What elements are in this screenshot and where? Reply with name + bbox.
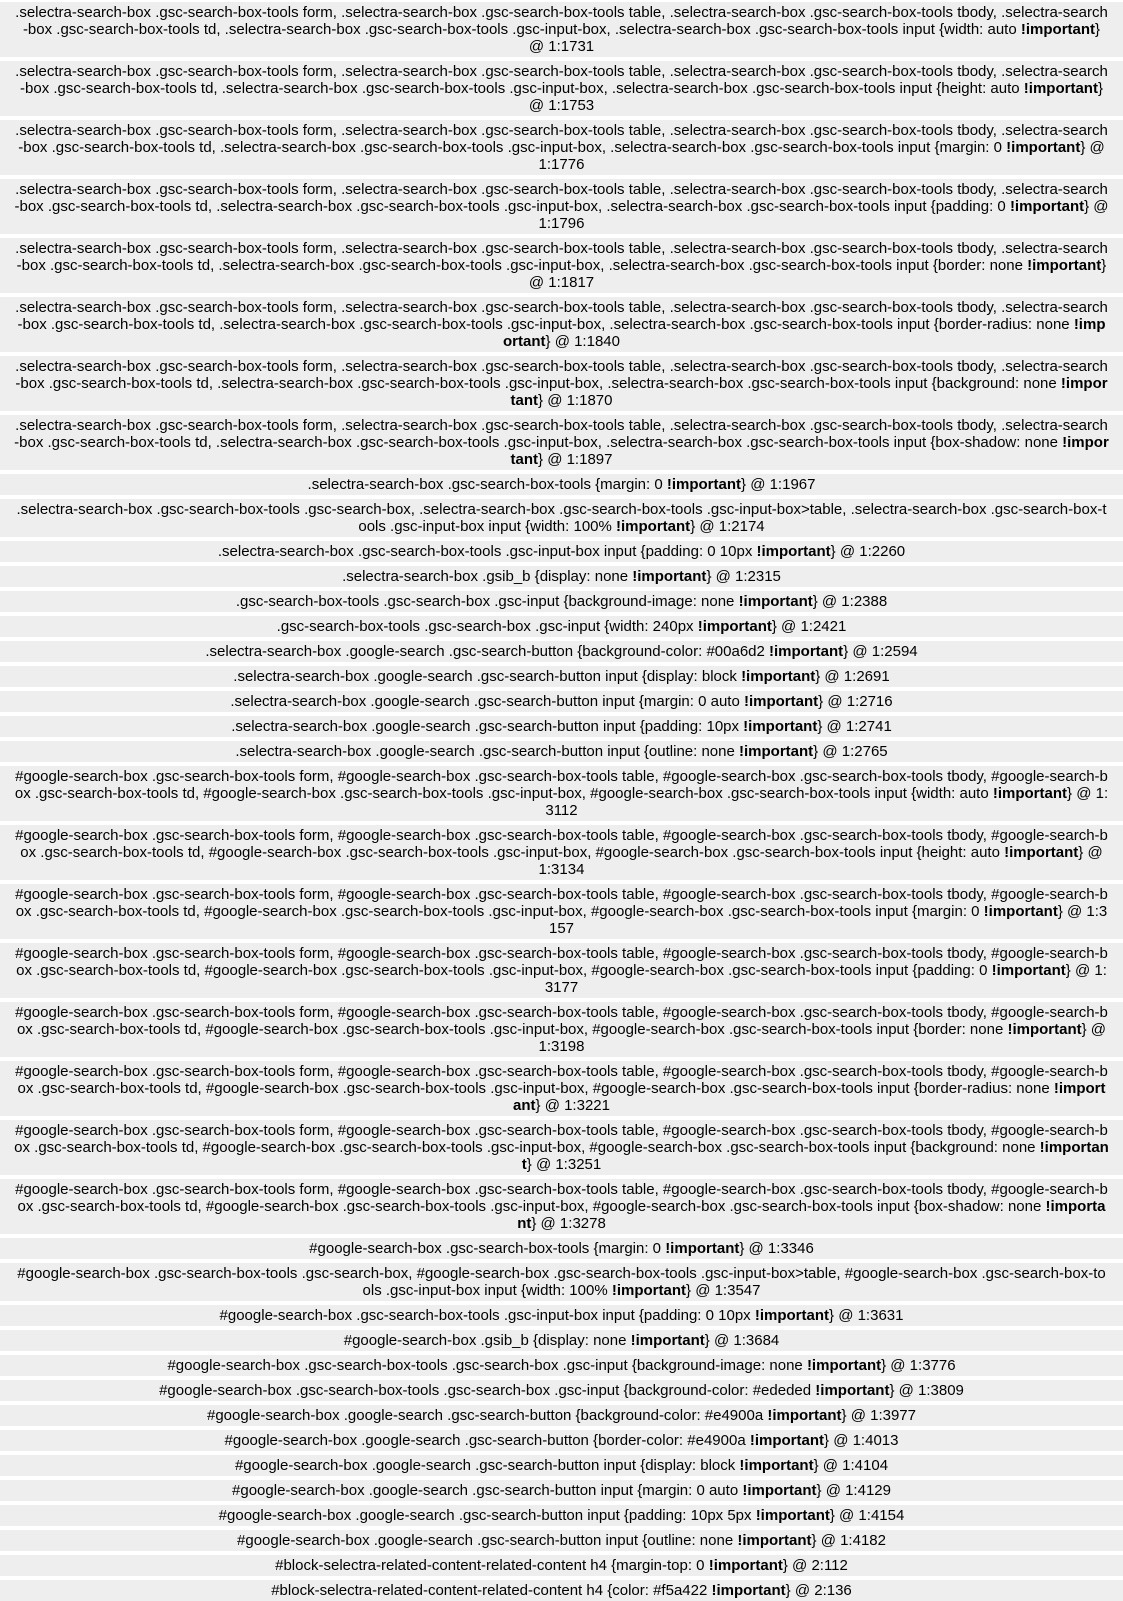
css-rule-row [0,1455,1123,1476]
rule-declaration: .selectra-search-box .gsc-search-box-tools form, .selectra-search-box .gsc-search-box-tools table, .selectra-search-box .gsc-search-box-tools tbody, .selectra-search-box .gsc-search-box-tools td, .selectra-search-box .gsc-search-box-tools .gsc-input-box, .selectra-search-box .gsc-search-box-tools input {box-shadow: none [14,417,1108,451]
rule-declaration: #google-search-box .gsib_b {display: none [343,1332,631,1349]
important-flag: !important [739,1457,814,1474]
rule-declaration: .selectra-search-box .google-search .gsc-search-button {background-color: #00a6d2 [205,643,770,660]
rule-declaration: #block-selectra-related-content-related-content h4 {margin-top: 0 [275,1557,709,1574]
rule-location: } @ 1:3977 [841,1407,916,1424]
important-flag: !important [737,1532,812,1549]
important-flag: !important [743,718,818,735]
css-rule-row [0,356,1123,411]
rule-declaration: .selectra-search-box .gsib_b {display: none [342,568,633,585]
css-rule-row [0,474,1123,495]
rule-location: } @ 1:3134 [538,844,1103,878]
css-rule-row [0,1263,1123,1301]
rule-location: } @ 1:2174 [690,518,765,535]
rule-declaration: #google-search-box .gsc-search-box-tools .gsc-search-box, #google-search-box .gsc-search-box-tools .gsc-input-box>table, #google-search-box .gsc-search-box-tools .gsc-input-box input {width: 100% [17,1265,1106,1299]
rule-location: } @ 1:3112 [545,785,1109,819]
rule-declaration: .selectra-search-box .gsc-search-box-tools form, .selectra-search-box .gsc-search-box-tools table, .selectra-search-box .gsc-search-box-tools tbody, .selectra-search-box .gsc-search-box-tools td, .selectra-search-box .gsc-search-box-tools .gsc-input-box, .selectra-search-box .gsc-search-box-tools input {background: none [15,358,1108,392]
rule-location: } @ 1:4129 [816,1482,891,1499]
rule-declaration: #google-search-box .google-search .gsc-search-button {background-color: #e4900a [207,1407,768,1424]
rule-location: } @ 1:3251 [526,1156,602,1173]
rule-declaration: #google-search-box .gsc-search-box-tools form, #google-search-box .gsc-search-box-tools table, #google-search-box .gsc-search-box-tools tbody, #google-search-box .gsc-search-box-tools td, #google-search-box .gsc-search-box-tools .gsc-input-box, #google-search-box .gsc-search-box-tools input {margin: 0 [15,886,1108,920]
rule-declaration: #google-search-box .gsc-search-box-tools form, #google-search-box .gsc-search-box-tools table, #google-search-box .gsc-search-box-tools tbody, #google-search-box .gsc-search-box-tools td, #google-search-box .gsc-search-box-tools .gsc-input-box, #google-search-box .gsc-search-box-tools input {padding: 0 [15,945,1108,979]
rule-location: } @ 1:3177 [544,962,1107,996]
important-flag: !important [1027,257,1102,274]
rule-declaration: #google-search-box .google-search .gsc-search-button input {padding: 10px 5px [218,1507,756,1524]
css-rule-row [0,238,1123,293]
important-flag: !important [1023,80,1098,97]
important-flag: !important [815,1382,890,1399]
rule-declaration: #block-selectra-related-content-related-content h4 {color: #f5a422 [271,1582,712,1599]
important-flag: !important [517,1198,1106,1232]
css-rule-row [0,1330,1123,1351]
rule-location: } @ 1:2315 [706,568,781,585]
css-rule-row [0,766,1123,821]
rule-location: } @ 1:3198 [538,1021,1107,1055]
rule-declaration: #google-search-box .google-search .gsc-search-button {border-color: #e4900a [224,1432,750,1449]
rule-location: } @ 1:2691 [815,668,890,685]
rule-location: } @ 1:1753 [528,80,1103,114]
rule-declaration: #google-search-box .google-search .gsc-search-button input {outline: none [237,1532,738,1549]
css-rule-row [0,120,1123,175]
rule-location: } @ 1:3809 [889,1382,964,1399]
rule-location: } @ 1:4104 [813,1457,889,1474]
css-rule-row [0,691,1123,712]
css-rule-row [0,566,1123,587]
rule-declaration: .selectra-search-box .gsc-search-box-tools form, .selectra-search-box .gsc-search-box-tools table, .selectra-search-box .gsc-search-box-tools tbody, .selectra-search-box .gsc-search-box-tools td, .selectra-search-box .gsc-search-box-tools .gsc-input-box, .selectra-search-box .gsc-search-box-tools input {width: auto [15,4,1108,38]
important-flag: !important [1020,21,1096,38]
css-rule-row [0,1530,1123,1551]
rule-location: } @ 1:2716 [818,693,893,710]
rule-declaration: .selectra-search-box .gsc-search-box-tools {margin: 0 [307,476,667,493]
important-flag: !important [756,543,831,560]
rule-location: } @ 1:4182 [811,1532,886,1549]
rule-declaration: .selectra-search-box .gsc-search-box-tools form, .selectra-search-box .gsc-search-box-tools table, .selectra-search-box .gsc-search-box-tools tbody, .selectra-search-box .gsc-search-box-tools td, .selectra-search-box .gsc-search-box-tools .gsc-input-box, .selectra-search-box .gsc-search-box-tools input {margin: 0 [15,122,1108,156]
rule-location: } @ 2:112 [782,1557,848,1574]
important-flag: !important [755,1507,830,1524]
rule-location: } @ 1:3221 [535,1097,610,1114]
rule-declaration: .selectra-search-box .gsc-search-box-tools .gsc-search-box, .selectra-search-box .gsc-search-box-tools .gsc-input-box>table, .selectra-search-box .gsc-search-box-tools .gsc-input-box input {width: 100% [16,501,1107,535]
important-flag: !important [665,1240,740,1257]
rule-location: } @ 2:136 [785,1582,852,1599]
css-rule-row [0,716,1123,737]
rule-declaration: .selectra-search-box .gsc-search-box-tools .gsc-input-box input {padding: 0 10px [217,543,757,560]
css-rule-row [0,1179,1123,1234]
css-rule-row [0,1480,1123,1501]
rule-declaration: #google-search-box .google-search .gsc-search-button input {margin: 0 auto [232,1482,743,1499]
important-flag: !important [1007,1021,1082,1038]
rule-location: } @ 1:2260 [830,543,906,560]
rule-location: } @ 1:1870 [538,392,613,409]
important-flag: !important [741,668,816,685]
important-flag: !important [806,1357,882,1374]
rule-location: } @ 1:1817 [528,257,1107,291]
important-flag: !important [754,1307,830,1324]
important-flag: !important [743,693,819,710]
rule-location: } @ 1:2388 [812,593,888,610]
rule-location: } @ 1:3547 [686,1282,761,1299]
rule-location: } @ 1:4154 [829,1507,905,1524]
important-flag: !important [616,518,691,535]
rule-location: } @ 1:3776 [881,1357,956,1374]
important-flag: !important [738,593,813,610]
important-flag: !important [767,1407,842,1424]
important-flag: !important [513,1080,1106,1114]
css-rule-row [0,741,1123,762]
rule-location: } @ 1:2765 [813,743,888,760]
rule-declaration: .selectra-search-box .gsc-search-box-tools form, .selectra-search-box .gsc-search-box-tools table, .selectra-search-box .gsc-search-box-tools tbody, .selectra-search-box .gsc-search-box-tools td, .selectra-search-box .gsc-search-box-tools .gsc-input-box, .selectra-search-box .gsc-search-box-tools input {border: none [15,240,1108,274]
rule-location: } @ 1:3157 [548,903,1108,937]
rule-declaration: #google-search-box .google-search .gsc-search-button input {display: block [234,1457,740,1474]
rule-declaration: #google-search-box .gsc-search-box-tools form, #google-search-box .gsc-search-box-tools table, #google-search-box .gsc-search-box-tools tbody, #google-search-box .gsc-search-box-tools td, #google-search-box .gsc-search-box-tools .gsc-input-box, #google-search-box .gsc-search-box-tools input {height: auto [15,827,1108,861]
css-rule-row [0,499,1123,537]
css-rule-row [0,1305,1123,1326]
important-flag: !important [632,568,707,585]
important-flag: !important [630,1332,705,1349]
css-rule-row [0,616,1123,637]
important-flag: !important [510,375,1108,409]
important-flag: !important [521,1139,1109,1173]
rule-declaration: #google-search-box .gsc-search-box-tools form, #google-search-box .gsc-search-box-tools table, #google-search-box .gsc-search-box-tools tbody, #google-search-box .gsc-search-box-tools td, #google-search-box .gsc-search-box-tools .gsc-input-box, #google-search-box .gsc-search-box-tools input {background: none [14,1122,1108,1156]
css-rule-row [0,825,1123,880]
important-flag: !important [611,1282,687,1299]
rule-location: } @ 1:1731 [528,21,1101,55]
css-rule-row [0,943,1123,998]
important-flag: !important [711,1582,786,1599]
rule-location: } @ 1:3684 [704,1332,780,1349]
css-rule-row [0,2,1123,57]
css-rule-row [0,1120,1123,1175]
css-rule-row [0,1405,1123,1426]
rule-declaration: .selectra-search-box .gsc-search-box-tools form, .selectra-search-box .gsc-search-box-tools table, .selectra-search-box .gsc-search-box-tools tbody, .selectra-search-box .gsc-search-box-tools td, .selectra-search-box .gsc-search-box-tools .gsc-input-box, .selectra-search-box .gsc-search-box-tools input {border-radius: none [15,299,1108,333]
rule-location: } @ 1:2594 [843,643,918,660]
rule-declaration: .selectra-search-box .google-search .gsc-search-button input {padding: 10px [231,718,744,735]
rule-declaration: #google-search-box .gsc-search-box-tools form, #google-search-box .gsc-search-box-tools table, #google-search-box .gsc-search-box-tools tbody, #google-search-box .gsc-search-box-tools td, #google-search-box .gsc-search-box-tools .gsc-input-box, #google-search-box .gsc-search-box-tools input {border-radius: none [15,1063,1108,1097]
important-flag: !important [666,476,742,493]
css-rule-row [0,297,1123,352]
important-flag: !important [1009,198,1085,215]
important-flag: !important [992,785,1068,802]
important-flag: !important [503,316,1106,350]
css-rule-row [0,1430,1123,1451]
css-rule-row [0,1061,1123,1116]
important-flag: !important [769,643,844,660]
rule-declaration: .selectra-search-box .google-search .gsc-search-button input {margin: 0 auto [230,693,744,710]
important-flag: !important [1006,139,1081,156]
css-rule-row [0,641,1123,662]
rule-location: } @ 1:2741 [817,718,892,735]
important-flag: !important [510,434,1109,468]
rule-declaration: #google-search-box .gsc-search-box-tools .gsc-input-box input {padding: 0 10px [219,1307,755,1324]
important-flag: !important [1004,844,1079,861]
css-rule-row [0,591,1123,612]
rule-declaration: .selectra-search-box .gsc-search-box-tools form, .selectra-search-box .gsc-search-box-tools table, .selectra-search-box .gsc-search-box-tools tbody, .selectra-search-box .gsc-search-box-tools td, .selectra-search-box .gsc-search-box-tools .gsc-input-box, .selectra-search-box .gsc-search-box-tools input {padding: 0 [14,181,1108,215]
rule-declaration: .selectra-search-box .google-search .gsc-search-button input {outline: none [235,743,739,760]
rule-location: } @ 1:2421 [771,618,847,635]
css-rule-row [0,1002,1123,1057]
rule-declaration: .selectra-search-box .google-search .gsc-search-button input {display: block [233,668,742,685]
important-flag: !important [991,962,1066,979]
important-flag: !important [983,903,1058,920]
rule-location: } @ 1:1796 [538,198,1109,232]
css-rule-row [0,541,1123,562]
rule-declaration: #google-search-box .gsc-search-box-tools .gsc-search-box .gsc-input {background-image: none [167,1357,807,1374]
important-flag: !important [742,1482,817,1499]
rule-location: } @ 1:1840 [545,333,620,350]
rule-declaration: #google-search-box .gsc-search-box-tools form, #google-search-box .gsc-search-box-tools table, #google-search-box .gsc-search-box-tools tbody, #google-search-box .gsc-search-box-tools td, #google-search-box .gsc-search-box-tools .gsc-input-box, #google-search-box .gsc-search-box-tools input {border: none [15,1004,1108,1038]
css-rule-row [0,884,1123,939]
css-rule-row [0,1555,1123,1576]
rule-location: } @ 1:1967 [741,476,816,493]
css-rule-row [0,1580,1123,1601]
css-rule-row [0,666,1123,687]
important-flag: !important [749,1432,825,1449]
css-rule-row [0,1505,1123,1526]
important-flag: !important [739,743,814,760]
css-rule-row [0,1380,1123,1401]
rule-location: } @ 1:1897 [538,451,613,468]
css-rule-row [0,1355,1123,1376]
rule-declaration: #google-search-box .gsc-search-box-tools {margin: 0 [309,1240,666,1257]
rule-location: } @ 1:3346 [739,1240,814,1257]
important-flag: !important [708,1557,783,1574]
rule-declaration: #google-search-box .gsc-search-box-tools form, #google-search-box .gsc-search-box-tools table, #google-search-box .gsc-search-box-tools tbody, #google-search-box .gsc-search-box-tools td, #google-search-box .gsc-search-box-tools .gsc-input-box, #google-search-box .gsc-search-box-tools input {width: auto [14,768,1108,802]
rule-declaration: .gsc-search-box-tools .gsc-search-box .gsc-input {background-image: none [235,593,739,610]
rule-location: } @ 1:3278 [531,1215,606,1232]
css-rule-row [0,179,1123,234]
css-rule-row [0,415,1123,470]
css-rule-row [0,61,1123,116]
rule-location: } @ 1:4013 [824,1432,899,1449]
rule-location: } @ 1:3631 [829,1307,904,1324]
rule-declaration: .selectra-search-box .gsc-search-box-tools form, .selectra-search-box .gsc-search-box-tools table, .selectra-search-box .gsc-search-box-tools tbody, .selectra-search-box .gsc-search-box-tools td, .selectra-search-box .gsc-search-box-tools .gsc-input-box, .selectra-search-box .gsc-search-box-tools input {height: auto [15,63,1108,97]
rule-location: } @ 1:1776 [538,139,1105,173]
css-rule-row [0,1238,1123,1259]
important-flag: !important [697,618,772,635]
rule-declaration: #google-search-box .gsc-search-box-tools form, #google-search-box .gsc-search-box-tools table, #google-search-box .gsc-search-box-tools tbody, #google-search-box .gsc-search-box-tools td, #google-search-box .gsc-search-box-tools .gsc-input-box, #google-search-box .gsc-search-box-tools input {box-shadow: none [15,1181,1108,1215]
rule-declaration: #google-search-box .gsc-search-box-tools .gsc-search-box .gsc-input {background-color: #ededed [159,1382,816,1399]
rule-declaration: .gsc-search-box-tools .gsc-search-box .gsc-input {width: 240px [276,618,698,635]
